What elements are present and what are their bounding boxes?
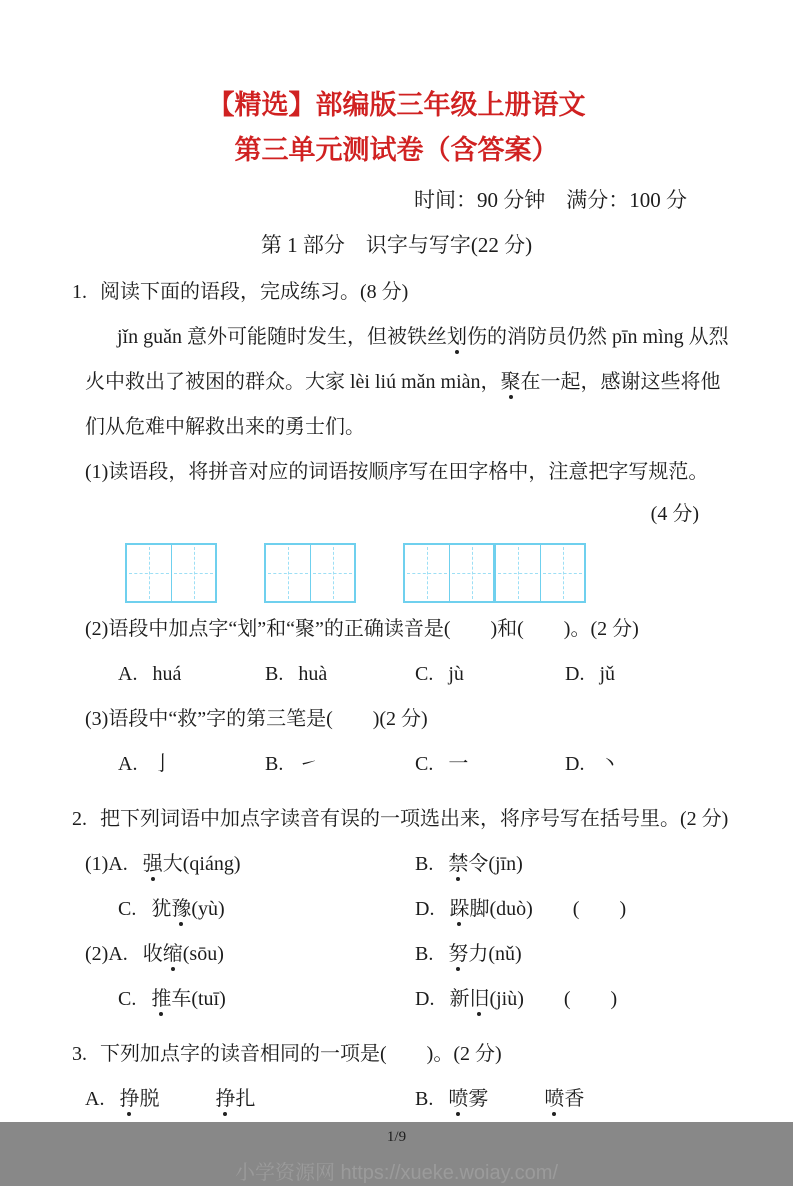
option-label: C.: [415, 663, 434, 685]
section-1-header: 第 1 部分 识字与写字(22 分): [260, 233, 533, 257]
option-label: C.: [118, 898, 137, 920]
dotted-char: 挣: [119, 1088, 140, 1110]
dotted-char: 努: [448, 943, 469, 965]
tianzige-row: [125, 543, 729, 603]
word-tail: 香: [564, 1088, 585, 1110]
word-tail: 大(qiáng): [162, 853, 241, 875]
option-label: A.: [118, 753, 138, 775]
stroke-glyph: ㇀: [298, 753, 319, 775]
dotted-char-ju: 聚: [500, 371, 521, 393]
word-head: 收: [142, 943, 163, 965]
option-1a: [85, 842, 415, 887]
question-3-text: 下列加点字的读音相同的一项是( )。(2 分): [100, 1043, 502, 1065]
word-tail: 力(nǔ): [468, 943, 522, 965]
dotted-char: 挣: [215, 1088, 236, 1110]
page-number: 1/9: [386, 1129, 407, 1145]
passage-line-2: [64, 360, 729, 405]
question-1-2-options: [64, 652, 729, 697]
question-2-row-3: [64, 932, 729, 977]
dotted-char: 喷: [448, 1088, 469, 1110]
question-1-1-stem: (1)读语段，将拼音对应的词语按顺序写在田字格中，注意把字写规范。: [85, 461, 709, 483]
option-a: [118, 742, 265, 787]
question-1-3-options: [64, 742, 729, 787]
word-tail: (sōu): [182, 943, 224, 965]
tianzige-cell[interactable]: [266, 545, 310, 601]
option-label: B.: [265, 753, 284, 775]
answer-brackets: ( ): [572, 898, 627, 920]
option-text: huá: [152, 663, 182, 685]
option-text: huà: [298, 663, 328, 685]
word-head: 新: [449, 988, 470, 1010]
question-2-row-4: [64, 977, 729, 1022]
exam-title-line2: 第三单元测试卷（含答案）: [234, 135, 559, 165]
option-c: [415, 742, 565, 787]
question-2-row-1: [64, 842, 729, 887]
question-3-stem: [64, 1032, 729, 1077]
word-tail: (yù): [191, 898, 225, 920]
question-2-text: 把下列词语中加点字读音有误的一项选出来，将序号写在括号里。(2 分): [100, 808, 729, 830]
stroke-glyph: 一: [448, 753, 469, 775]
dotted-char: 旧: [469, 988, 490, 1010]
option-label: A.: [85, 1088, 105, 1110]
option-a: [85, 1077, 415, 1122]
passage-text: 们从危难中解救出来的勇士们。: [85, 416, 365, 438]
passage-text: 伤的消防员仍然 pīn mìng 从烈: [467, 326, 729, 348]
word-tail: 车(tuī): [171, 988, 226, 1010]
tianzige-cell[interactable]: [171, 545, 215, 601]
tianzige-cell[interactable]: [496, 545, 540, 601]
word-tail: 脚(duò): [469, 898, 533, 920]
option-1b: [415, 842, 563, 887]
option-2c: [118, 977, 415, 1022]
tianzige-cell[interactable]: [449, 545, 493, 601]
word-head: 犹: [151, 898, 172, 920]
question-2-number: 2.: [72, 808, 87, 830]
option-label: D.: [565, 663, 585, 685]
exam-title-line1: 【精选】部编版三年级上册语文: [207, 90, 586, 120]
tianzige-subgrid[interactable]: [405, 545, 493, 601]
option-c: [415, 652, 565, 697]
question-3-row: [64, 1077, 729, 1122]
passage-line-1: [64, 315, 729, 360]
option-label: D.: [565, 753, 585, 775]
word-tail: 脱: [139, 1088, 160, 1110]
option-label: C.: [415, 753, 434, 775]
option-label: B.: [415, 943, 434, 965]
option-a: [118, 652, 265, 697]
tianzige-cell[interactable]: [405, 545, 449, 601]
option-b: [265, 742, 415, 787]
tianzige-cell[interactable]: [127, 545, 171, 601]
tianzige-group-3[interactable]: [403, 543, 586, 603]
question-1-text: 阅读下面的语段，完成练习。(8 分): [100, 281, 409, 303]
question-1-1-score: (4 分): [650, 503, 699, 525]
tianzige-subgrid[interactable]: [493, 545, 584, 601]
dotted-char: 喷: [544, 1088, 565, 1110]
option-b: [265, 652, 415, 697]
word-tail: 令(jīn): [468, 853, 523, 875]
option-label: C.: [118, 988, 137, 1010]
footer-watermark: 小学资源网 https://xueke.woiay.com/: [234, 1162, 559, 1184]
tianzige-group-1[interactable]: [125, 543, 217, 603]
word-tail: (jiù): [489, 988, 524, 1010]
option-label: D.: [415, 898, 435, 920]
option-text: jǔ: [599, 663, 616, 685]
tianzige-cell[interactable]: [310, 545, 354, 601]
option-d: [565, 652, 715, 697]
passage-text: 火中救出了被困的群众。大家 lèi liú mǎn miàn，: [85, 371, 501, 393]
option-1c: [118, 887, 415, 932]
tianzige-group-2[interactable]: [264, 543, 356, 603]
option-2a: [85, 932, 415, 977]
dotted-char-hua: 划: [447, 326, 467, 348]
question-1-3-stem: (3)语段中“救”字的第三笔是( )(2 分): [85, 708, 428, 730]
option-label: B.: [415, 853, 434, 875]
passage-line-3: [64, 405, 729, 450]
question-1-stem: [64, 270, 729, 315]
passage-text: jǐn guǎn 意外可能随时发生，但被铁丝: [117, 326, 447, 348]
dotted-char: 跺: [449, 898, 470, 920]
option-2d: [415, 977, 617, 1022]
option-label: (2)A.: [85, 943, 128, 965]
dotted-char: 推: [151, 988, 172, 1010]
option-2b: [415, 932, 562, 977]
question-2-row-2: [64, 887, 729, 932]
option-label: (1)A.: [85, 853, 128, 875]
question-2-stem: [64, 797, 729, 842]
dotted-char: 豫: [171, 898, 192, 920]
question-1-2-stem: (2)语段中加点字“划”和“聚”的正确读音是( )和( )。(2 分): [85, 618, 639, 640]
option-label: D.: [415, 988, 435, 1010]
stroke-glyph: 亅: [152, 753, 173, 775]
answer-brackets: ( ): [563, 988, 618, 1010]
dotted-char: 禁: [448, 853, 469, 875]
stroke-glyph: 丶: [599, 753, 620, 775]
word-tail: 扎: [235, 1088, 256, 1110]
question-3-number: 3.: [72, 1043, 87, 1065]
tianzige-cell[interactable]: [540, 545, 584, 601]
option-text: jù: [448, 663, 464, 685]
option-label: B.: [415, 1088, 434, 1110]
option-label: A.: [118, 663, 138, 685]
passage-text: 在一起，感谢这些将他: [520, 371, 721, 393]
option-b: [415, 1077, 584, 1122]
dotted-char: 强: [142, 853, 163, 875]
question-1-number: 1.: [72, 281, 87, 303]
option-d: [565, 742, 715, 787]
dotted-char: 缩: [162, 943, 183, 965]
option-label: B.: [265, 663, 284, 685]
option-1d: [415, 887, 626, 932]
exam-meta-time-score: 时间：90 分钟 满分：100 分: [414, 188, 687, 212]
word-tail: 雾: [468, 1088, 489, 1110]
